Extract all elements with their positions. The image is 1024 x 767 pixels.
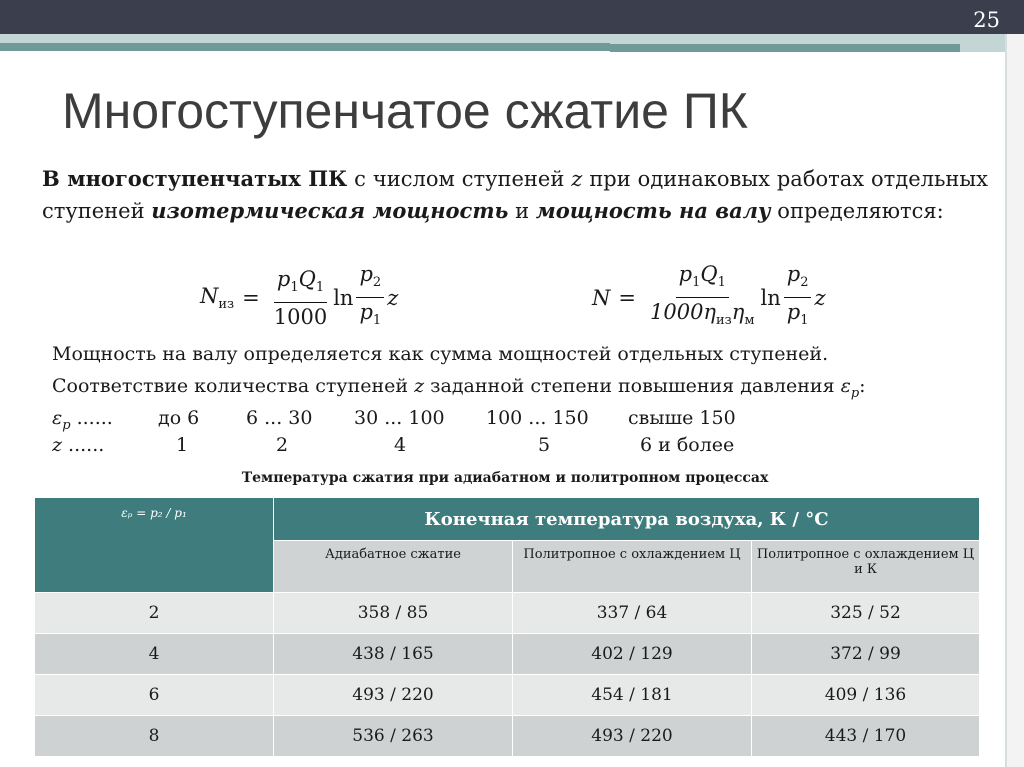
- intro-z: z: [571, 167, 583, 191]
- f1-ln: ln: [333, 285, 354, 310]
- intro-text: определяются:: [770, 199, 944, 223]
- f1-equals: =: [242, 285, 260, 310]
- table-row: [35, 675, 980, 716]
- temperature-table: [34, 497, 980, 757]
- table-row: [35, 593, 980, 634]
- page-title: Многоступенчатое сжатие ПК: [62, 83, 748, 139]
- eps-value: 30 ... 100: [354, 407, 445, 429]
- text-line-shaft-sum: Мощность на валу определяется как сумма мощностей отдельных ступеней.: [52, 343, 829, 365]
- intro-text: при одинаковых работах отдельных ступеней: [42, 167, 988, 223]
- eps-value: 100 ... 150: [486, 407, 589, 429]
- f2-ln: ln: [760, 285, 781, 310]
- intro-text: и: [508, 199, 536, 223]
- eps-row-label: $\varepsilon_p$ ......: [52, 407, 113, 433]
- table-row: [35, 716, 980, 757]
- column-header: Адиабатное сжатие: [274, 541, 513, 593]
- intro-term-isothermal: изотермическая мощность: [151, 198, 509, 223]
- z-value: 4: [394, 434, 407, 456]
- f2-ratio: $\frac{p_2}{p_1}$: [784, 260, 812, 335]
- column-header: Политропное с охлаждением Ц: [513, 541, 752, 593]
- top-bar: [0, 0, 1024, 34]
- z-value: 6 и более: [640, 434, 735, 456]
- formula-isothermal-power: [200, 260, 398, 335]
- table-cell: 493 / 220: [513, 716, 752, 757]
- table-cell: 536 / 263: [274, 716, 513, 757]
- table-row: [35, 634, 980, 675]
- table-cell: 358 / 85: [274, 593, 513, 634]
- table-main-header: Конечная температура воздуха, К / °С: [274, 498, 980, 541]
- f2-lhs: N: [592, 285, 611, 310]
- decor-band: [960, 44, 1010, 52]
- f1-z: z: [387, 285, 399, 310]
- decor-band: [610, 44, 960, 52]
- intro-paragraph: [42, 163, 988, 227]
- column-header: Политропное с охлаждением Ц и К: [752, 541, 980, 593]
- table-cell: 372 / 99: [752, 634, 980, 675]
- table-cell: 443 / 170: [752, 716, 980, 757]
- table-cell: 8: [35, 716, 274, 757]
- f1-fraction: $\frac{p_1Q_1}{1000}$: [273, 266, 328, 329]
- z-value: 1: [176, 434, 189, 456]
- table-cell: 402 / 129: [513, 634, 752, 675]
- table-cell: 438 / 165: [274, 634, 513, 675]
- f2-fraction: $\frac{p_1Q_1}{1000\eta_{из}\eta_м}$: [649, 262, 755, 329]
- right-frame-shadow: [1007, 34, 1024, 767]
- slide-number: 25: [973, 8, 1000, 32]
- f1-lhs: $N_{из}$: [200, 283, 235, 312]
- table-cell: 325 / 52: [752, 593, 980, 634]
- f1-ratio: $\frac{p_2}{p_1}$: [356, 260, 384, 335]
- table-cell: 337 / 64: [513, 593, 752, 634]
- decor-band: [0, 43, 610, 51]
- intro-bold: В многоступенчатых ПК: [42, 166, 348, 191]
- eps-value: до 6: [158, 407, 200, 429]
- decor-band: [610, 34, 1010, 44]
- f2-z: z: [814, 285, 826, 310]
- z-row-label: z ......: [52, 434, 105, 456]
- decor-band: [0, 34, 610, 43]
- f2-equals: =: [618, 285, 636, 310]
- intro-text: с числом ступеней: [347, 167, 572, 191]
- table-cell: 2: [35, 593, 274, 634]
- text-line-stages: Соответствие количества ступеней z заданной степени повышения давления $\varepsilon_p$:: [52, 375, 866, 401]
- eps-value: 6 ... 30: [246, 407, 313, 429]
- table-caption: Температура сжатия при адиабатном и политропном процессах: [241, 470, 769, 486]
- eps-value: свыше 150: [628, 407, 736, 429]
- intro-term-shaft: мощность на валу: [535, 198, 771, 223]
- table-corner-header: εₚ = p₂ / p₁: [35, 498, 274, 593]
- formula-shaft-power: [592, 260, 826, 335]
- z-value: 2: [276, 434, 289, 456]
- table-cell: 493 / 220: [274, 675, 513, 716]
- z-value: 5: [538, 434, 551, 456]
- table-cell: 454 / 181: [513, 675, 752, 716]
- table-cell: 409 / 136: [752, 675, 980, 716]
- table-cell: 6: [35, 675, 274, 716]
- table-cell: 4: [35, 634, 274, 675]
